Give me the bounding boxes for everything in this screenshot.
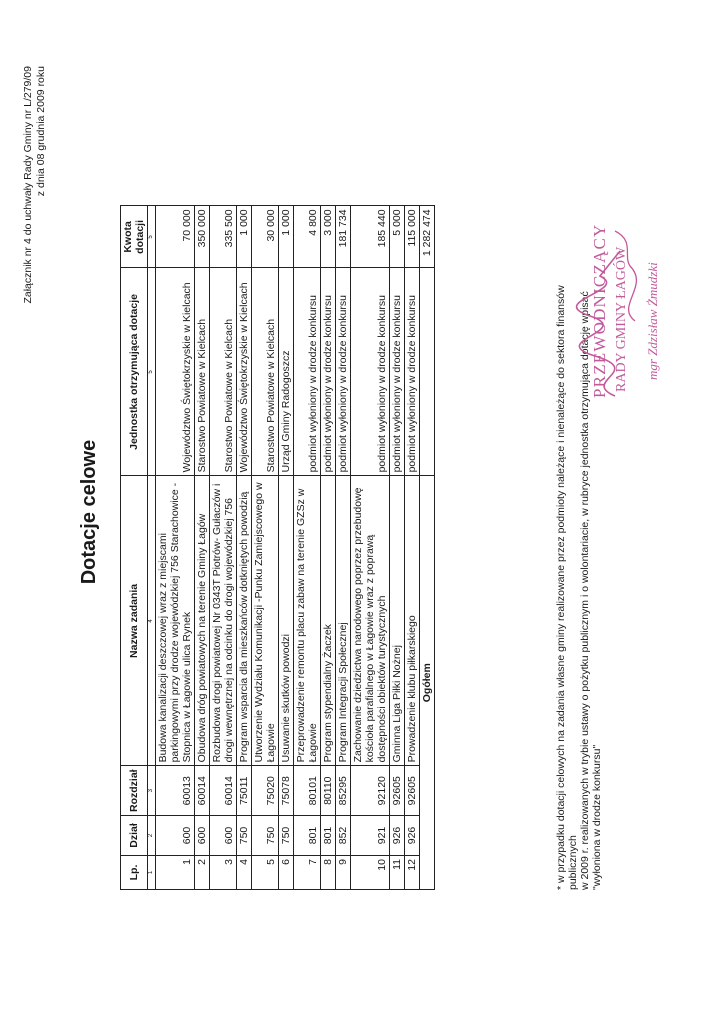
col-number: 4	[148, 476, 156, 766]
col-header-lp: Lp.	[121, 856, 148, 890]
cell-rozdzial: 92605	[390, 766, 405, 816]
col-number: 2	[148, 816, 156, 856]
total-empty-cell	[420, 268, 435, 476]
cell-nazwa: Prowadzenie klubu piłkarskiego	[405, 476, 420, 766]
table-row	[390, 206, 405, 890]
cell-kwota: 5 000	[390, 206, 405, 268]
attachment-header-line1: Załącznik nr 4 do uchwały Rady Gminy nr L/279/09	[22, 66, 34, 304]
cell-nazwa: Usuwanie skutków powodzi	[279, 476, 294, 766]
cell-jednostka: Starostwo Powiatowe w Kielcach	[210, 268, 237, 476]
cell-kwota: 335 500	[210, 206, 237, 268]
cell-lp: 11	[390, 856, 405, 890]
col-header-dzial: Dział	[121, 816, 148, 856]
cell-kwota: 4 800	[294, 206, 321, 268]
subsidy-table	[120, 205, 435, 890]
cell-lp: 6	[279, 856, 294, 890]
cell-nazwa: Obudowa dróg powiatowych na terenie Gminy Łagów	[195, 476, 210, 766]
cell-rozdzial: 92120	[351, 766, 390, 816]
cell-lp: 1	[156, 856, 195, 890]
cell-dzial: 801	[294, 816, 321, 856]
col-header-nazwa: Nazwa zadania	[121, 476, 148, 766]
cell-rozdzial: 75011	[237, 766, 252, 816]
cell-jednostka: podmiot wyłoniony w drodze konkursu	[405, 268, 420, 476]
table-row	[405, 206, 420, 890]
cell-rozdzial: 75020	[252, 766, 279, 816]
total-row	[420, 206, 435, 890]
cell-dzial: 801	[321, 816, 336, 856]
cell-rozdzial: 60014	[195, 766, 210, 816]
cell-lp: 7	[294, 856, 321, 890]
cell-jednostka: Województwo Świętokrzyskie w Kielcach	[237, 268, 252, 476]
cell-dzial: 921	[351, 816, 390, 856]
col-number: 5	[148, 268, 156, 476]
council-chairman-stamp	[575, 216, 685, 416]
cell-jednostka: podmiot wyłoniony w drodze konkursu	[294, 268, 321, 476]
cell-lp: 4	[237, 856, 252, 890]
cell-dzial: 750	[252, 816, 279, 856]
cell-nazwa: Program wsparcia dla mieszkańców dotkniętych powodzią	[237, 476, 252, 766]
total-value: 1 282 474	[420, 206, 435, 268]
col-header-kwota: Kwota dotacji	[121, 206, 148, 268]
cell-jednostka: podmiot wyłoniony w drodze konkursu	[321, 268, 336, 476]
cell-kwota: 1 000	[279, 206, 294, 268]
cell-jednostka: Starostwo Powiatowe w Kielcach	[252, 268, 279, 476]
cell-kwota: 3 000	[321, 206, 336, 268]
cell-dzial: 926	[405, 816, 420, 856]
col-header-rozdzial: Rozdział	[121, 766, 148, 816]
cell-jednostka: Województwo Świętokrzyskie w Kielcach	[156, 268, 195, 476]
cell-rozdzial: 75078	[279, 766, 294, 816]
total-label: Ogółem	[420, 476, 435, 890]
cell-dzial: 852	[336, 816, 351, 856]
cell-kwota: 70 000	[156, 206, 195, 268]
cell-kwota: 350 000	[195, 206, 210, 268]
cell-nazwa: Przeprowadzenie remontu placu zabaw na terenie GZSz w Łagowie	[294, 476, 321, 766]
cell-rozdzial: 92605	[405, 766, 420, 816]
footnote-line2: w 2009 r. realizowanych w trybie ustawy o pożytku publicznym i o wolontariacie, w rubryce jednostka otrzymująca dotację wpisać	[579, 291, 591, 890]
attachment-header	[22, 66, 48, 1024]
cell-nazwa: Program Integracji Społecznej	[336, 476, 351, 766]
table-row	[321, 206, 336, 890]
cell-lp: 2	[195, 856, 210, 890]
footnote-line3: "wyłoniona w drodze konkursu"	[591, 744, 603, 890]
cell-kwota: 30 000	[252, 206, 279, 268]
table-row	[351, 206, 390, 890]
cell-dzial: 926	[390, 816, 405, 856]
cell-dzial: 600	[210, 816, 237, 856]
cell-nazwa: Program stypendialny Żaczek	[321, 476, 336, 766]
table-row	[336, 206, 351, 890]
table-row	[237, 206, 252, 890]
stamp-council: RADY GMINY ŁAGÓW	[614, 246, 629, 392]
table-row	[195, 206, 210, 890]
column-number-row	[148, 206, 156, 890]
col-number: 1	[148, 856, 156, 890]
cell-lp: 9	[336, 856, 351, 890]
attachment-header-line2: z dnia 08 grudnia 2009 roku	[35, 66, 47, 197]
cell-jednostka: Starostwo Powiatowe w Kielcach	[195, 268, 210, 476]
stamp-title: PRZEWODNICZĄCY	[590, 223, 609, 398]
cell-rozdzial: 60014	[210, 766, 237, 816]
cell-dzial: 750	[279, 816, 294, 856]
cell-nazwa: Rozbudowa drogi powiatowej Nr 0343T Piotrów- Gułaczów i drogi wewnętrznej na odcinku do drogi wojewódzkiej 756	[210, 476, 237, 766]
cell-jednostka: podmiot wyłoniony w drodze konkursu	[336, 268, 351, 476]
cell-nazwa: Budowa kanalizacji deszczowej wraz z miejscami parkingowymi przy drodze wojewódzkiej 756 Starachowice -Stopnica w Łagowie ulica Rynek	[156, 476, 195, 766]
cell-lp: 8	[321, 856, 336, 890]
cell-dzial: 600	[195, 816, 210, 856]
cell-lp: 5	[252, 856, 279, 890]
cell-rozdzial: 80110	[321, 766, 336, 816]
cell-dzial: 600	[156, 816, 195, 856]
cell-lp: 10	[351, 856, 390, 890]
cell-jednostka: podmiot wyłoniony w drodze konkursu	[351, 268, 390, 476]
cell-kwota: 181 734	[336, 206, 351, 268]
col-header-jednostka: Jednostka otrzymująca dotacje	[121, 268, 148, 476]
cell-nazwa: Utworzenie Wydziału Komunikacji -Punku Zamiejscowego w Łagowie	[252, 476, 279, 766]
cell-lp: 3	[210, 856, 237, 890]
footnote-line1: * w przypadku dotacji celowych na zadania własne gminy realizowane przez podmioty należące i nienależące do sektora finansów publicznych	[555, 285, 579, 890]
cell-rozdzial: 80101	[294, 766, 321, 816]
cell-kwota: 1 000	[237, 206, 252, 268]
cell-kwota: 185 440	[351, 206, 390, 268]
table-row	[210, 206, 237, 890]
cell-dzial: 750	[237, 816, 252, 856]
table-row	[156, 206, 195, 890]
cell-nazwa: Zachowanie dziedzictwa narodowego poprzez przebudowę kościoła parafialnego w Łagowie wraz z poprawą dostępności obiektów turystycznych	[351, 476, 390, 766]
cell-nazwa: Gminna Liga Piłki Nożnej	[390, 476, 405, 766]
table-row	[279, 206, 294, 890]
cell-rozdzial: 85295	[336, 766, 351, 816]
cell-kwota: 115 000	[405, 206, 420, 268]
col-number: 5	[148, 206, 156, 268]
col-number: 3	[148, 766, 156, 816]
cell-jednostka: podmiot wyłoniony w drodze konkursu	[390, 268, 405, 476]
cell-lp: 12	[405, 856, 420, 890]
table-row	[252, 206, 279, 890]
table-header-row	[121, 206, 148, 890]
cell-jednostka: Urząd Gminy Radogoszcz	[279, 268, 294, 476]
cell-rozdzial: 60013	[156, 766, 195, 816]
stamp-name: mgr Zdzisław Żmudzki	[645, 262, 660, 380]
document-title: Dotacje celowe	[78, 439, 100, 585]
table-row	[294, 206, 321, 890]
